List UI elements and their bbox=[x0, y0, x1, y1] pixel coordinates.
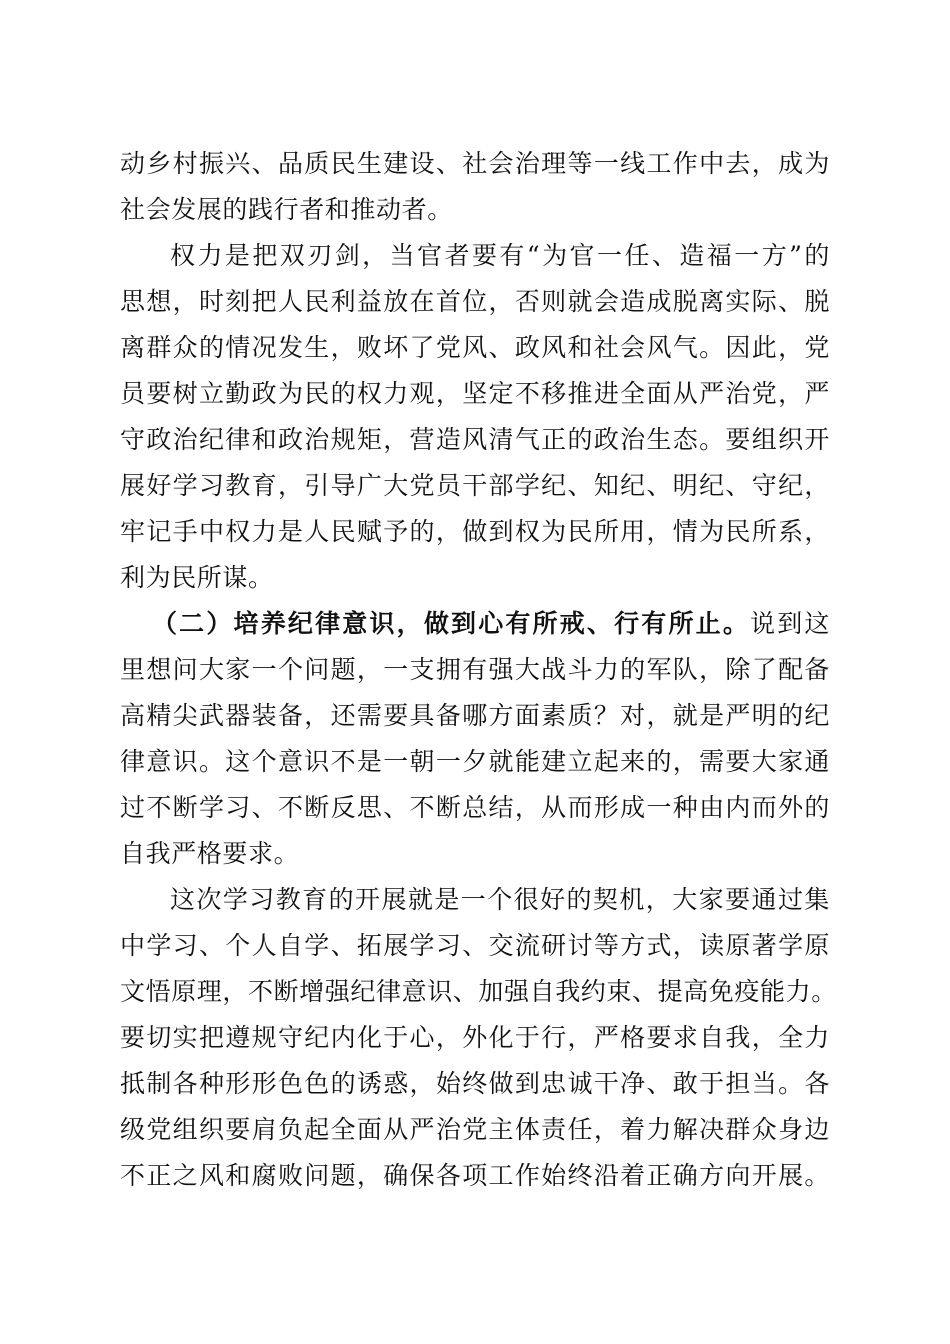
paragraph-3-line-3: 高精尖武器装备，还需要具备哪方面素质？对，就是严明的纪 bbox=[120, 701, 830, 730]
paragraph-2-line-1: 权力是把双刃剑，当官者要有“为官一任、造福一方”的 bbox=[170, 241, 830, 270]
paragraph-2-line-6: 展好学习教育，引导广大党员干部学纪、知纪、明纪、守纪， bbox=[120, 471, 830, 500]
paragraph-1-line-2: 社会发展的践行者和推动者。 bbox=[120, 195, 453, 224]
paragraph-3-line-5: 过不断学习、不断反思、不断总结，从而形成一种由内而外的 bbox=[120, 793, 830, 822]
paragraph-3-line-6: 自我严格要求。 bbox=[120, 839, 300, 868]
paragraph-2-line-8: 利为民所谋。 bbox=[120, 563, 274, 592]
paragraph-2-line-5: 守政治纪律和政治规矩，营造风清气正的政治生态。要组织开 bbox=[120, 425, 830, 454]
paragraph-4-line-2: 中学习、个人自学、拓展学习、交流研讨等方式，读原著学原 bbox=[120, 931, 830, 960]
paragraph-4-line-7: 不正之风和腐败问题，确保各项工作始终沿着正确方向开展。 bbox=[120, 1161, 830, 1190]
paragraph-3-line-4: 律意识。这个意识不是一朝一夕就能建立起来的，需要大家通 bbox=[120, 747, 830, 776]
paragraph-4-line-1: 这次学习教育的开展就是一个很好的契机，大家要通过集 bbox=[170, 885, 830, 914]
paragraph-4-line-3: 文悟原理，不断增强纪律意识、加强自我约束、提高免疫能力。 bbox=[120, 977, 837, 1006]
paragraph-4-line-5: 抵制各种形形色色的诱惑，始终做到忠诚干净、敢于担当。各 bbox=[120, 1069, 830, 1098]
paragraph-2-line-3: 离群众的情况发生，败坏了党风、政风和社会风气。因此，党 bbox=[120, 333, 830, 362]
paragraph-1-line-1: 动乡村振兴、品质民生建设、社会治理等一线工作中去，成为 bbox=[120, 149, 830, 178]
paragraph-3-line-1-rest: 说到这 bbox=[750, 609, 830, 638]
paragraph-3-line-2: 里想问大家一个问题，一支拥有强大战斗力的军队，除了配备 bbox=[120, 655, 830, 684]
section-heading: （二）培养纪律意识，做到心有所戒、行有所止。 bbox=[152, 609, 751, 638]
paragraph-4-line-6: 级党组织要肩负起全面从严治党主体责任，着力解决群众身边 bbox=[120, 1115, 830, 1144]
paragraph-3-line-1 bbox=[152, 604, 830, 644]
paragraph-4-line-4: 要切实把遵规守纪内化于心，外化于行，严格要求自我，全力 bbox=[120, 1023, 830, 1052]
paragraph-2-line-2: 思想，时刻把人民利益放在首位，否则就会造成脱离实际、脱 bbox=[120, 287, 830, 316]
paragraph-2-line-4: 员要树立勤政为民的权力观，坚定不移推进全面从严治党，严 bbox=[120, 379, 830, 408]
paragraph-2-line-7: 牢记手中权力是人民赋予的，做到权为民所用，情为民所系， bbox=[120, 517, 830, 546]
